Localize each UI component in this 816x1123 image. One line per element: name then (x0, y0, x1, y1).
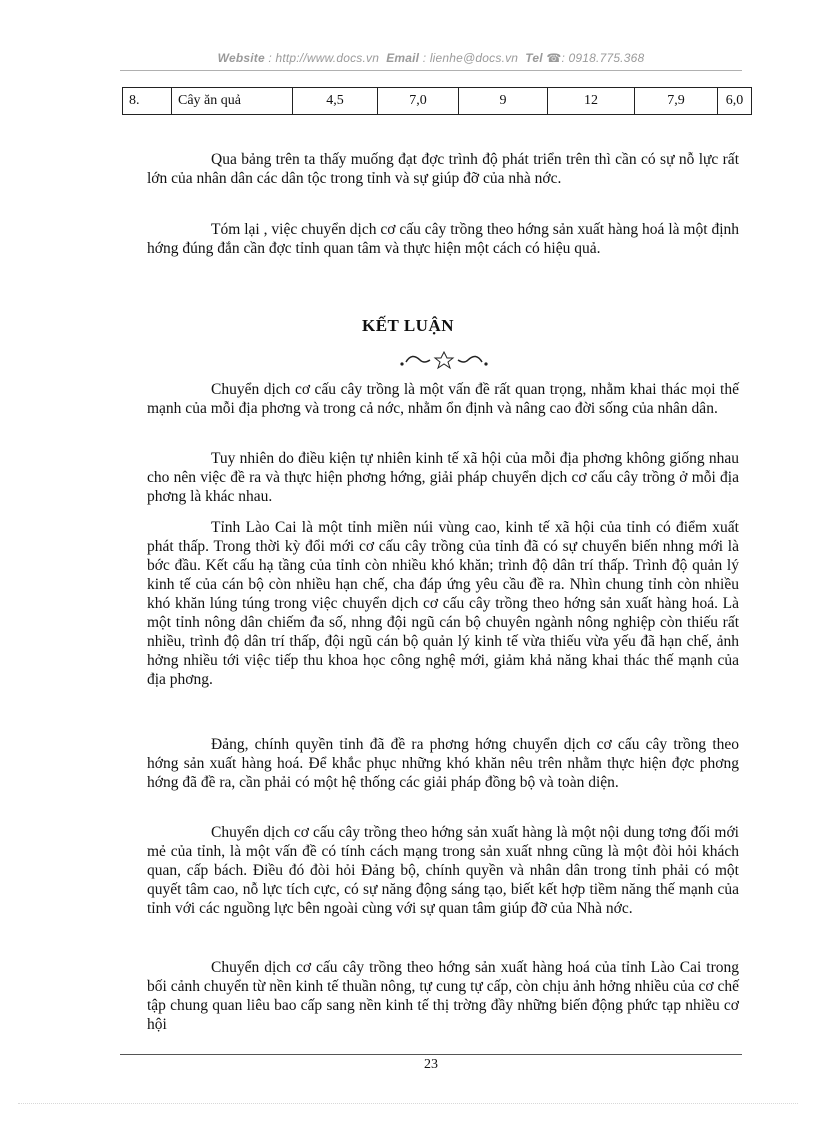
page-edge-dots (18, 1103, 798, 1104)
table-cell: 7,0 (378, 88, 459, 115)
table-cell: 8. (123, 88, 172, 115)
paragraph: Qua bảng trên ta thấy muống đạt đợc trình độ phát triển trên thì cần có sự nỗ lực rất lớn của nhân dân các dân tộc trong tỉnh và sự giúp đỡ của nhà nớc. (147, 151, 739, 187)
paragraph: Chuyển dịch cơ cấu cây trồng theo hớng sản xuất hàng là một nội dung tơng đối mới mẻ của tỉnh, là một vấn đề có tính cách mạng trong sản xuất nhng cũng là một đòi hỏi khách quan, cấp bách. Điều đó đòi hỏi Đảng bộ, chính quyền và nhân dân trong tỉnh phải có một quyết tâm cao, nỗ lực tích cực, có sự năng động sáng tạo, biết kết hợp tiềm năng thế mạnh của tỉnh với các nguồng lực bên ngoài cùng với sự quan tâm giúp đỡ của Nhà nớc. (147, 824, 739, 917)
website-value: : http://www.docs.vn (268, 51, 380, 65)
paragraph: Chuyển dịch cơ cấu cây trồng theo hớng sản xuất hàng hoá của tỉnh Lào Cai trong bối cảnh chuyển từ nền kinh tế thuần nông, tự cung tự cấp, còn chịu ảnh hởng nhiều của cơ chế tập chung quan liêu bao cấp sang nền kinh tế thị trờng đầy những biến động phức tạp nhiều cơ hội (147, 959, 739, 1033)
tel-value: : 0918.775.368 (561, 51, 645, 65)
table-cell: 4,5 (293, 88, 378, 115)
paragraph: Chuyển dịch cơ cấu cây trồng là một vấn đề rất quan trọng, nhằm khai thác mọi thế mạnh của mỗi địa phơng và trong cả nớc, nhằm ổn định và nâng cao đời sống của nhân dân. (147, 381, 739, 417)
table-cell: 12 (548, 88, 635, 115)
data-table (122, 87, 752, 115)
header-divider (120, 70, 742, 71)
email-label: Email (386, 51, 420, 65)
footer-divider (120, 1054, 742, 1055)
table-cell: Cây ăn quả (172, 88, 293, 115)
paragraph: Tuy nhiên do điều kiện tự nhiên kinh tế xã hội của mỗi địa phơng không giống nhau cho nên việc đề ra và thực hiện phơng hớng, giải pháp chuyển dịch cơ cấu cây trồng ở mỗi địa phơng là khác nhau. (147, 450, 739, 505)
website-label: Website (217, 51, 265, 65)
phone-icon: ☎ (546, 51, 562, 65)
flourish-ornament-icon (392, 346, 496, 370)
table-cell: 6,0 (718, 88, 752, 115)
paragraph: Tỉnh Lào Cai là một tỉnh miền núi vùng cao, kinh tế xã hội của tỉnh có điểm xuất phát thấp. Trong thời kỳ đổi mới cơ cấu cây trồng của tỉnh đã có sự chuyển biến nhng mới là bớc đầu. Kết cấu hạ tầng của tỉnh còn nhiều khó khăn; trình độ dân trí thấp. Trình độ quản lý kinh tế của cán bộ còn nhiều hạn chế, cha đáp ứng yêu cầu đề ra. Nhìn chung tỉnh còn nhiều khó khăn lúng túng trong việc chuyển dịch cơ cấu cây trồng theo hớng sản xuất hàng hoá. Là một tỉnh nông dân chiếm đa số, nhng đội ngũ cán bộ chuyên ngành nông nghiệp còn thiếu rất nhiều, trình độ dân trí thấp, đội ngũ cán bộ quản lý kinh tế vừa thiếu vừa yếu đã hạn chế, ảnh hởng nhiều tới việc tiếp thu khoa học công nghệ mới, giảm khả năng khai thác thế mạnh của địa phơng. (147, 519, 739, 688)
table-cell: 9 (459, 88, 548, 115)
email-value: : lienhe@docs.vn (422, 51, 519, 65)
table-cell: 7,9 (635, 88, 718, 115)
paragraph: Đảng, chính quyền tỉnh đã đề ra phơng hớng chuyển dịch cơ cấu cây trồng theo hớng sản xuất hàng hoá. Để khắc phục những khó khăn nêu trên nhằm thực hiện đợc phơng hớng đã đề ra, cần phải có một hệ thống các giải pháp đồng bộ và toàn diện. (147, 736, 739, 791)
page-number: 23 (424, 1057, 438, 1072)
page-header (120, 51, 742, 65)
paragraph: Tóm lại , việc chuyển dịch cơ cấu cây trồng theo hớng sản xuất hàng hoá là một định hớng đúng đắn cần đợc tỉnh quan tâm và thực hiện một cách có hiệu quả. (147, 221, 739, 257)
tel-label: Tel (525, 51, 543, 65)
table-row (123, 88, 752, 115)
section-title: KẾT LUẬN (361, 316, 454, 335)
